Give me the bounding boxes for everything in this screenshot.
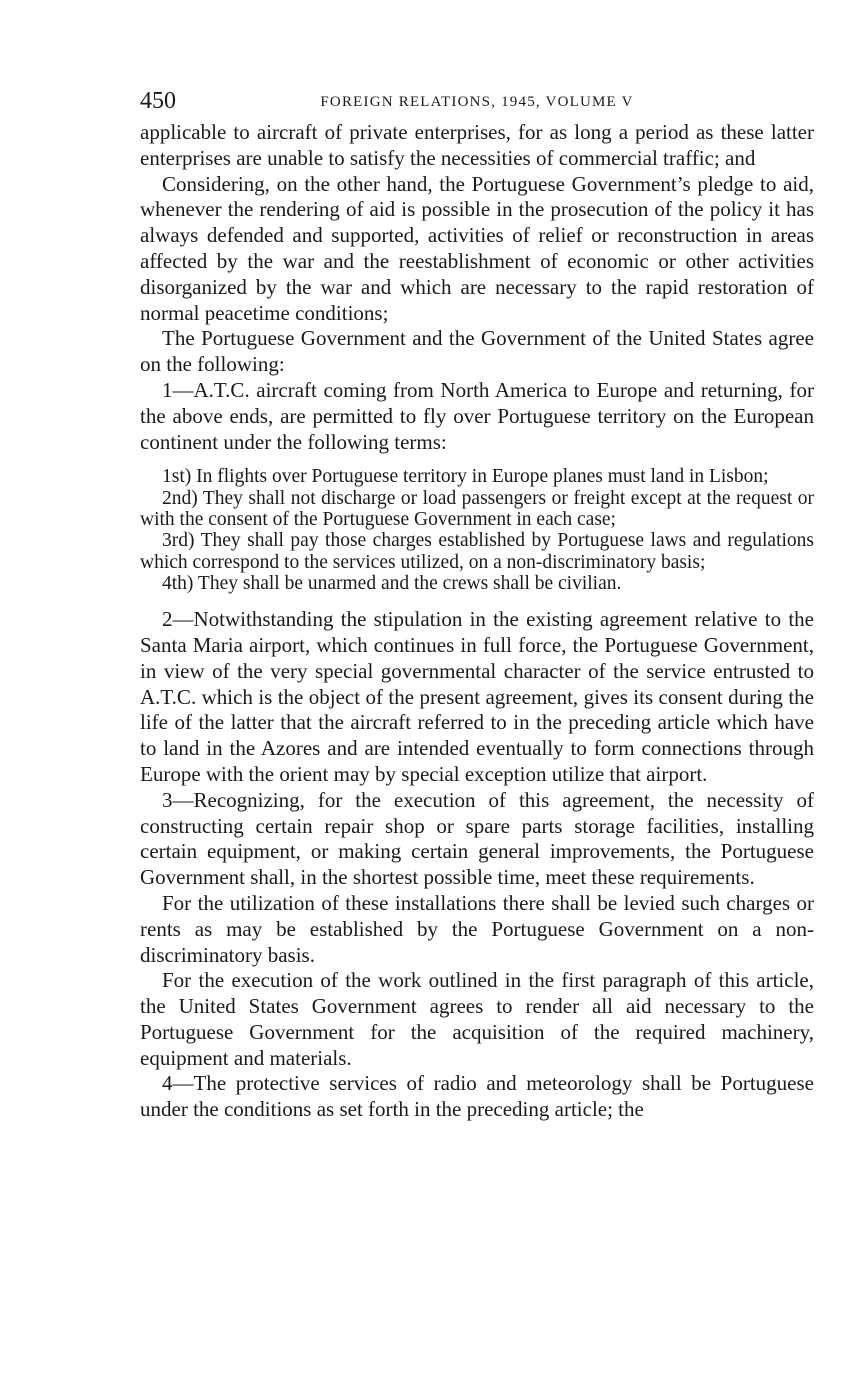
term-item: 3rd) They shall pay those charges established by Portuguese laws and regulations which correspond to the services utilized, on a non-discriminatory basis;: [140, 530, 814, 573]
page-number: 450: [140, 88, 176, 114]
paragraph-article-1: 1—A.T.C. aircraft coming from North America to Europe and returning, for the above ends, are permitted to fly over Portuguese territory on the European continent under the following terms:: [140, 377, 814, 454]
term-item: 4th) They shall be unarmed and the crews shall be civilian.: [162, 572, 622, 594]
paragraph-article-2: 2—Notwithstanding the stipulation in the existing agreement relative to the Santa Maria airport, which continues in full force, the Portuguese Government, in view of the very special governmental character of the service entrusted to A.T.C. which is the object of the present agreement, gives its consent during the life of the latter that the aircraft referred to in the preceding article which have to land in the Azores and are intended eventually to form connections through Europe with the orient may by special exception utilize that airport.: [140, 607, 814, 786]
paragraph-article-3: 3—Recognizing, for the execution of this agreement, the necessity of constructing certain repair shop or spare parts storage facilities, installing certain equipment, or making certain general improvements, the Portuguese Government shall, in the shortest possible time, meet these requirements.: [140, 787, 814, 890]
page-header: [140, 86, 814, 120]
paragraph-continued: applicable to aircraft of private enterprises, for as long a period as these latter enterprises are unable to satisfy the necessities of commercial traffic; and: [140, 120, 814, 170]
paragraph-article-4: 4—The protective services of radio and meteorology shall be Portuguese under the conditions as set forth in the preceding article; the: [140, 1071, 814, 1122]
paragraph-installations: For the utilization of these installations there shall be levied such charges or rents as may be established by the Portuguese Government on a non-discriminatory basis.: [140, 890, 814, 967]
term-item: 2nd) They shall not discharge or load passengers or freight except at the request or with the consent of the Portuguese Government in each case;: [140, 487, 814, 530]
paragraph-agreement-intro: The Portuguese Government and the Government of the United States agree on the following:: [140, 326, 814, 377]
term-item: 1st) In flights over Portuguese territory in Europe planes must land in Lisbon;: [162, 466, 769, 488]
terms-list: [140, 466, 814, 594]
paragraph-considering: Considering, on the other hand, the Portuguese Government’s pledge to aid, whenever the rendering of aid is possible in the prosecution of the policy it has always defended and supported, activities of relief or reconstruction in areas affected by the war and the reestablishment of economic or other activities disorganized by the war and which are necessary to the rapid restoration of normal peacetime conditions;: [140, 171, 814, 325]
document-page: [140, 86, 814, 1123]
document-body: [140, 120, 814, 1123]
running-head: FOREIGN RELATIONS, 1945, VOLUME V: [320, 94, 634, 110]
paragraph-execution: For the execution of the work outlined in the first paragraph of this article, the United States Government agrees to render all aid necessary to the Portuguese Government for the acquisition of the required machinery, equipment and materials.: [140, 968, 814, 1070]
